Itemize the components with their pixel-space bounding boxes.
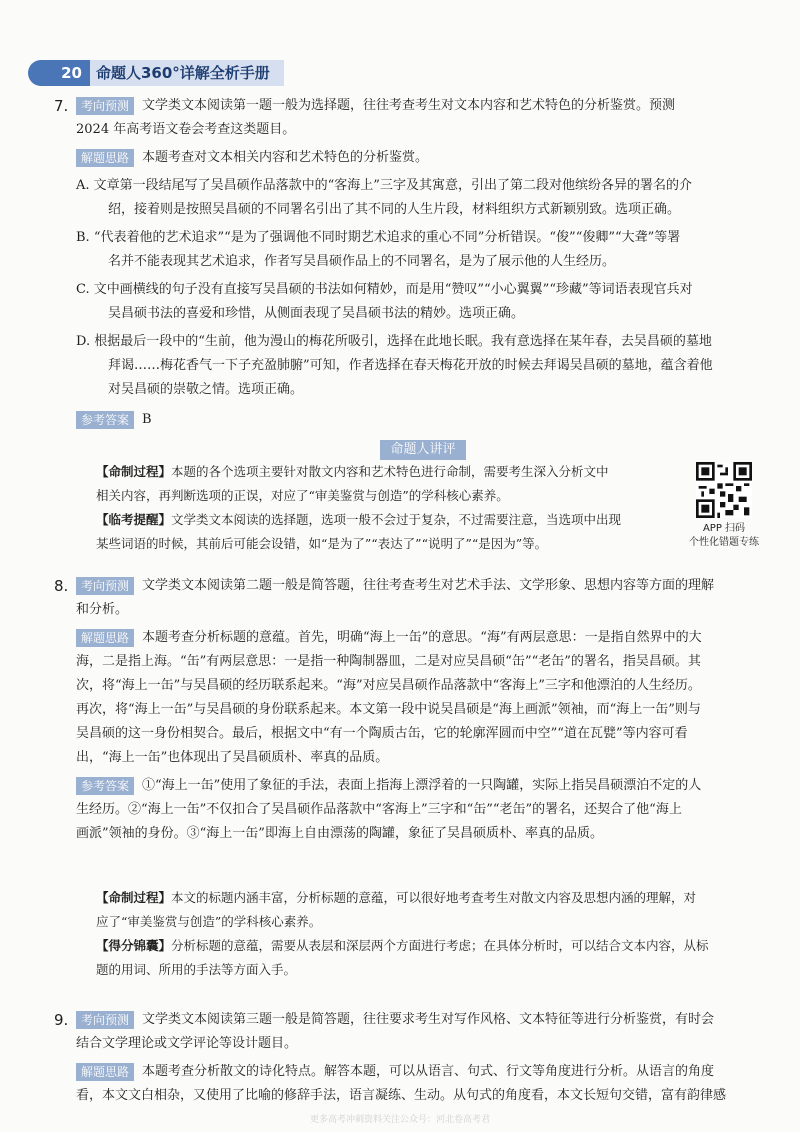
text-line: 题的用词、所用的手法等方面入手。 (96, 962, 297, 977)
qr-caption: APP 扫码 (702, 523, 746, 534)
note-label: 【命制过程】 (96, 890, 172, 905)
option-a (76, 174, 770, 222)
predict-tag: 考向预测 (76, 577, 134, 595)
text-line: 吴昌硕书法的喜爱和珍惜，从侧面表现了吴昌硕书法的精妙。选项正确。 (108, 306, 525, 321)
option-c (76, 278, 770, 326)
text-line: ①“海上一缶”使用了象征的手法，表面上指海上漂浮着的一只陶罐，实际上指吴昌硕漂泊不定的人 (142, 778, 702, 793)
commentary-notes (96, 460, 676, 556)
text-line: 本题考查分析标题的意蕴。首先，明确“海上一缶”的意思。“海”有两层意思：一是指自然界中的大 (142, 630, 702, 645)
text-line: 本题考查对文本相关内容和艺术特色的分析鉴赏。 (142, 150, 429, 165)
page-header (28, 60, 284, 86)
qr-block[interactable] (682, 462, 766, 550)
text-line: 本题的各个选项主要针对散文内容和艺术特色进行命制，需要考生深入分析文中 (171, 464, 609, 479)
analysis-paragraph (76, 146, 770, 170)
text-line: 本题考查分析散文的诗化特点。解答本题，可以从语言、句式、行文等角度进行分析。从语言的角度 (142, 1064, 715, 1079)
question-number: 8. (54, 577, 69, 595)
analysis-tag: 解题思路 (76, 149, 134, 167)
question-9 (54, 1008, 770, 1108)
text-line: 结合文学理论或文学评论等设计题目。 (76, 1036, 298, 1051)
note-label: 【命制过程】 (96, 464, 172, 479)
book-title: 命题人360°详解全析手册 (90, 60, 284, 86)
answer-tag: 参考答案 (76, 411, 134, 429)
predict-paragraph (76, 1008, 770, 1032)
answer-tag: 参考答案 (76, 777, 134, 795)
analysis-tag: 解题思路 (76, 1063, 134, 1081)
option-d (76, 330, 770, 402)
text-line: 名并不能表现其艺术追求，作者写吴昌硕作品上的不同署名，是为了展示他的人生经历。 (108, 254, 616, 269)
text-line: 绍，接着则是按照吴昌硕的不同署名引出了其不同的人生片段，材料组织方式新颖别致。选项正确。 (108, 202, 681, 217)
footer-watermark: 更多高考冲刺资料关注公众号：河北卷高考君 (309, 1115, 490, 1125)
process-note (96, 886, 768, 934)
option-b (76, 226, 770, 274)
text-line: 分析标题的意蕴，需要从表层和深层两个方面进行考虑；在具体分析时，可以结合文本内容，从标 (171, 938, 709, 953)
text-line: 文学类文本阅读的选择题，选项一般不会过于复杂，不过需要注意，当选项中出现 (171, 512, 622, 527)
question-8 (54, 574, 770, 846)
text-line: 海，二是指上海。“缶”有两层意思：一是指一种陶制器皿，二是对应吴昌硕“缶”“老缶”的署名，指吴昌硕。其 (76, 654, 701, 669)
text-line: 看，本文文白相杂，又使用了比喻的修辞手法，语言凝练、生动。从句式的角度看，本文长短句交错，富有韵律感 (76, 1088, 727, 1103)
score-note (96, 934, 768, 982)
analysis-paragraph (76, 1060, 770, 1108)
q8-notes (96, 886, 768, 982)
text-line: 2024 年高考语文卷会考查这类题目。 (76, 122, 296, 137)
text-line: 应了“审美鉴赏与创造”的学科核心素养。 (96, 914, 322, 929)
answer-value: B (142, 412, 152, 427)
text-line: 出，“海上一缶”也体现出了吴昌硕质朴、率真的品质。 (76, 750, 389, 765)
question-7 (54, 94, 770, 468)
text-line: 生经历。②“海上一缶”不仅扣合了吴昌硕作品落款中“客海上”三字和“缶”“老缶”的署名，还契合了他“海上 (76, 802, 682, 817)
text-line: B. “代表着他的艺术追求”“是为了强调他不同时期艺术追求的重心不同”分析错误。“俊”“俊卿”“大聋”等署 (76, 230, 681, 245)
text-line: 再次，将“海上一缶”与吴昌硕的身份联系起来。本文第一段中说吴昌硕是“海上画派”领袖，而“海上一缶”则与 (76, 702, 701, 717)
predict-paragraph (76, 94, 770, 118)
text-line: 吴昌硕的这一身份相契合。最后，根据文中“有一个陶质古缶，它的轮廓浑圆而中空”“道在瓦甓”等内容可看 (76, 726, 688, 741)
question-number: 9. (54, 1011, 69, 1029)
text-line: 次，将“海上一缶”与吴昌硕的经历联系起来。“海”对应吴昌硕作品落款中“客海上”三字和他漂泊的人生经历。 (76, 678, 701, 693)
analysis-paragraph (76, 626, 770, 770)
text-line: A. 文章第一段结尾写了吴昌硕作品落款中的“客海上”三字及其寓意，引出了第二段对他缤纷各异的署名的介 (76, 178, 692, 193)
question-number: 7. (54, 97, 69, 115)
predict-paragraph (76, 574, 770, 598)
note-label: 【得分锦囊】 (96, 938, 172, 953)
commentary-banner (76, 438, 770, 462)
text-line: 和分析。 (76, 602, 129, 617)
answer-paragraph (76, 774, 770, 846)
text-line: 某些词语的时候，其前后可能会设错，如“是为了”“表达了”“说明了”“是因为”等。 (96, 536, 548, 551)
text-line: C. 文中画横线的句子没有直接写吴昌硕的书法如何精妙，而是用“赞叹”“小心翼翼”“珍藏”等词语表现官兵对 (76, 282, 693, 297)
commentary-title: 命题人讲评 (380, 440, 465, 460)
note-label: 【临考提醒】 (96, 512, 172, 527)
text-line: 文学类文本阅读第一题一般为选择题，往往考查考生对文本内容和艺术特色的分析鉴赏。预测 (142, 98, 676, 113)
analysis-tag: 解题思路 (76, 629, 134, 647)
text-line: 画派”领袖的身份。③“海上一缶”即海上自由漂荡的陶罐，象征了吴昌硕质朴、率真的品质。 (76, 826, 603, 841)
text-line: 相关内容，再判断选项的正误，对应了“审美鉴赏与创造”的学科核心素养。 (96, 488, 509, 503)
predict-tag: 考向预测 (76, 1011, 134, 1029)
qr-code-icon[interactable] (696, 462, 752, 518)
text-line: D. 根据最后一段中的“生前，他为漫山的梅花所吸引，选择在此地长眠。我有意选择在某年春，去吴昌硕的墓地 (76, 334, 712, 349)
predict-tag: 考向预测 (76, 97, 134, 115)
page-number: 20 (28, 60, 90, 86)
qr-caption: 个性化错题专练 (689, 537, 759, 548)
text-line: 拜谒……梅花香气一下子充盈肺腑”可知，作者选择在春天梅花开放的时候去拜谒吴昌硕的墓地，蕴含着他 (108, 358, 713, 373)
answer-paragraph (76, 408, 770, 432)
process-note (96, 460, 676, 508)
text-line: 对吴昌硕的崇敬之情。选项正确。 (108, 382, 304, 397)
tip-note (96, 508, 676, 556)
text-line: 文学类文本阅读第二题一般是简答题，往往考查考生对艺术手法、文学形象、思想内容等方面的理解 (142, 578, 715, 593)
text-line: 本文的标题内涵丰富，分析标题的意蕴，可以很好地考查考生对散文内容及思想内涵的理解，对 (171, 890, 697, 905)
text-line: 文学类文本阅读第三题一般是简答题，往往要求考生对写作风格、文本特征等进行分析鉴赏，有时会 (142, 1012, 715, 1027)
